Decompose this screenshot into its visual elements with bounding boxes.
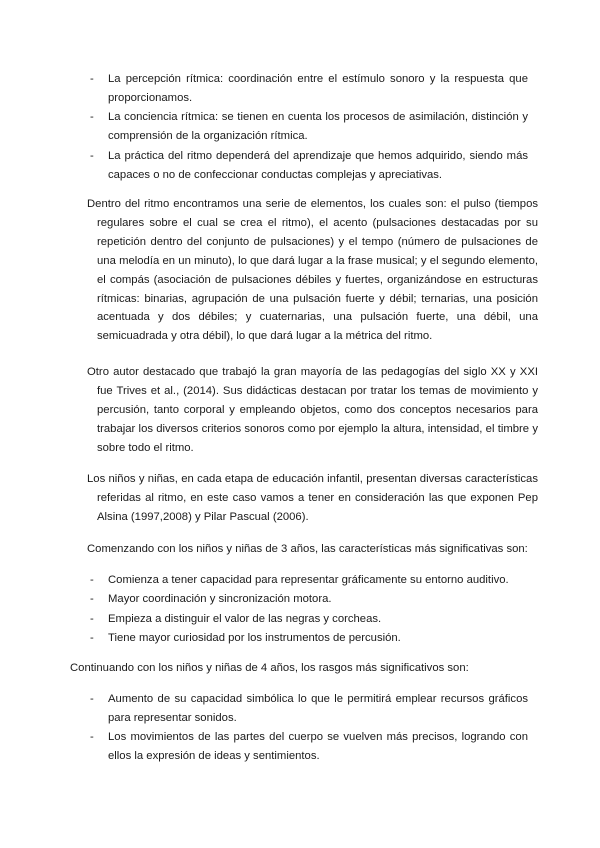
bullet-list-three-years — [90, 571, 528, 649]
bullet-list-four-years — [90, 690, 528, 767]
bullet-dash: - — [90, 73, 94, 85]
bullet-dash: - — [90, 632, 94, 645]
list-item: - Tiene mayor curiosidad por los instrumentos de percusión. — [90, 629, 528, 648]
bullet-dash: - — [90, 149, 94, 162]
list-item: - La práctica del ritmo dependerá del aprendizaje que hemos adquirido, siendo más capaces o no de confeccionar conductas complejas y apreciativas. — [90, 147, 528, 185]
bullet-dash: - — [90, 593, 94, 606]
bullet-dash: - — [90, 693, 94, 705]
bullet-dash: - — [90, 612, 94, 625]
paragraph-four-years-intro: Continuando con los niños y niñas de 4 años, los rasgos más significativos son: — [70, 662, 469, 674]
paragraph-trives: Otro autor destacado que trabajó la gran mayoría de las pedagogías del siglo XX y XXI fue Trives et al., (2014). Sus didácticas destacan por tratar los temas de movimiento y percusión, tanto corporal y empleando objetos, como dos conceptos necesarios para trabajar los diversos criterios sonoros como por ejemplo la altura, intensidad, el timbre y sobre todo el ritmo. — [87, 366, 538, 454]
list-item: - La conciencia rítmica: se tienen en cuenta los procesos de asimilación, distinción y comprensión de la organización rítmica. — [90, 108, 528, 146]
list-item: - Los movimientos de las partes del cuerpo se vuelven más precisos, logrando con ellos la expresión de ideas y sentimientos. — [90, 728, 528, 766]
paragraph-three-years-intro: Comenzando con los niños y niñas de 3 años, las características más significativas son: — [87, 543, 528, 555]
paragraph-rhythm-elements: Dentro del ritmo encontramos una serie de elementos, los cuales son: el pulso (tiempos regulares sobre el cual se crea el ritmo), el acento (pulsaciones destacadas por su repetición dentro del conjunto de pulsaciones) y el tempo (número de pulsaciones de una melodía en un minuto), lo que dará lugar a la frase musical; y el segundo elemento, el compás (asociación de pulsaciones débiles y fuertes, organizándose en estructuras rítmicas: binarias, agrupación de una pulsación fuerte y débil; ternarias, una posición acentuada y dos débiles; y cuaternarias, una pulsación fuerte, una débil, una semicuadrada y otra débil), lo que dará lugar a la métrica del ritmo. — [87, 198, 538, 343]
list-item: - Comienza a tener capacidad para representar gráficamente su entorno auditivo. — [90, 571, 528, 590]
list-item: - Mayor coordinación y sincronización motora. — [90, 590, 528, 609]
bullet-dash: - — [90, 731, 94, 744]
list-item: - Empieza a distinguir el valor de las negras y corcheas. — [90, 610, 528, 629]
bullet-dash: - — [90, 574, 94, 586]
list-item: - La percepción rítmica: coordinación entre el estímulo sonoro y la respuesta que proporcionamos. — [90, 70, 528, 108]
list-item: - Aumento de su capacidad simbólica lo que le permitirá emplear recursos gráficos para representar sonidos. — [90, 690, 528, 728]
paragraph-children-stages: Los niños y niñas, en cada etapa de educación infantil, presentan diversas características referidas al ritmo, en este caso vamos a tener en consideración las que exponen Pep Alsina (1997,2008) y Pilar Pascual (2006). — [87, 473, 538, 523]
bullet-dash: - — [90, 111, 94, 124]
bullet-list-rhythm-aspects — [90, 70, 528, 185]
